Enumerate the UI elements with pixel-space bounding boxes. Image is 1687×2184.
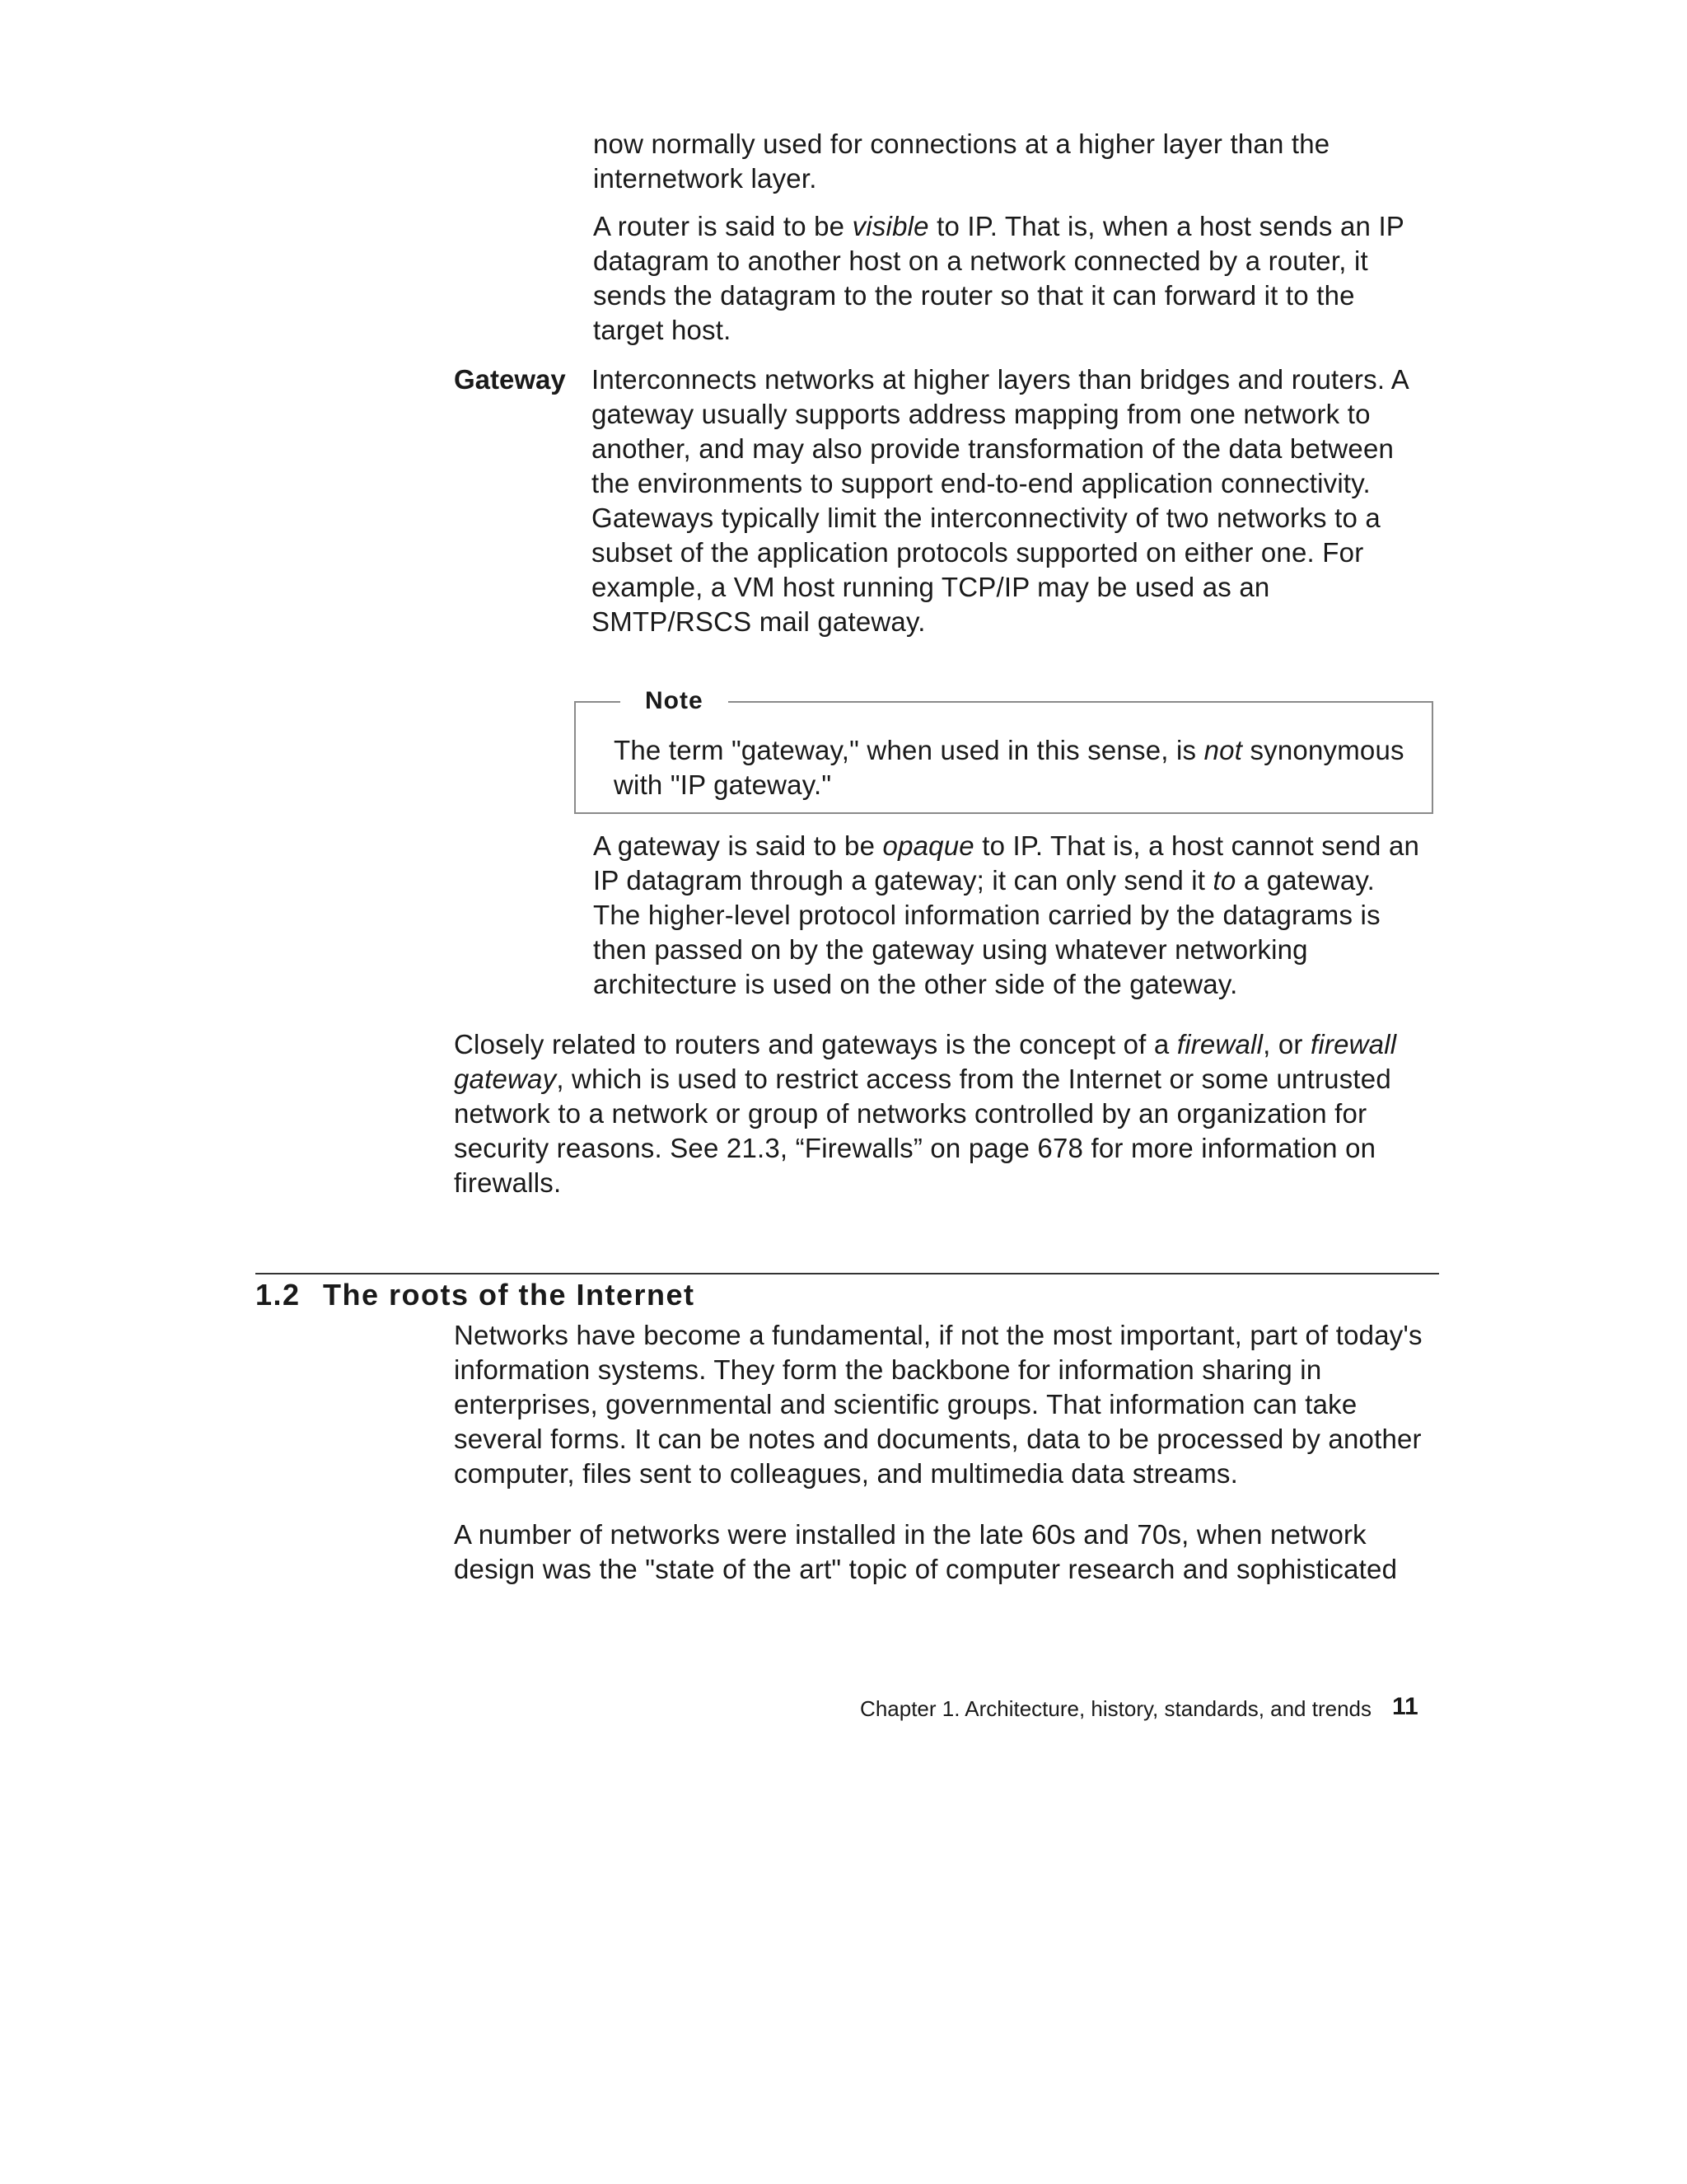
firewall-text-start: Closely related to routers and gateways is the concept of a	[454, 1029, 1177, 1059]
router-continuation-text: now normally used for connections at a higher layer than the internetwork layer.	[593, 129, 1330, 194]
note-text	[614, 733, 1413, 802]
note-emphasis: not	[1203, 735, 1243, 765]
section-paragraph-2: A number of networks were installed in the late 60s and 70s, when network design was the "state of the art" topic of computer research and sophisticated	[454, 1519, 1398, 1584]
note-text-start: The term "gateway," when used in this sense, is	[614, 735, 1204, 765]
firewall-text-middle: , or	[1263, 1029, 1311, 1059]
section-title: The roots of the Internet	[323, 1278, 695, 1312]
firewall-paragraph	[454, 1027, 1434, 1200]
section-divider	[255, 1273, 1439, 1274]
firewall-emphasis: firewall	[1176, 1029, 1264, 1059]
gateway-definition: Interconnects networks at higher layers than bridges and routers. A gateway usually supports address mapping from one network to another, and may also provide transformation of the data between the environments to support end-to-end application connectivity. Gateways typically limit the interconnectivity of two networks to a subset of the application protocols supported on either one. For example, a VM host running TCP/IP may be used as an SMTP/RSCS mail gateway.	[591, 364, 1409, 637]
gateway-term: Gateway	[454, 364, 566, 395]
footer-chapter-title: Chapter 1. Architecture, history, standards, and trends	[860, 1696, 1372, 1721]
section-paragraph-1: Networks have become a fundamental, if not the most important, part of today's information systems. They form the backbone for information sharing in enterprises, governmental and scientific groups. That information can take several forms. It can be notes and documents, data to be processed by another computer, files sent to colleagues, and multimedia data streams.	[454, 1320, 1423, 1489]
firewall-gateway-emphasis: firewall gateway	[454, 1029, 1397, 1094]
gateway-opaque-paragraph	[593, 829, 1425, 1002]
opaque-text-middle: to IP. That is, a host cannot send an IP datagram through a gateway; it can only send it	[593, 830, 1420, 896]
note-title: Note	[620, 685, 728, 717]
opaque-text-end: a gateway. The higher-level protocol information carried by the datagrams is then passed on by the gateway using whatever networking architecture is used on the other side of the gateway.	[593, 865, 1381, 999]
note-text-end: synonymous with "IP gateway."	[614, 735, 1404, 800]
router-continuation-paragraph	[593, 127, 1425, 196]
router-visible-emphasis: visible	[852, 211, 929, 241]
opaque-text-start: A gateway is said to be	[593, 830, 883, 861]
router-visible-text-end: to IP. That is, when a host sends an IP datagram to another host on a network connected by a router, it sends the datagram to the router so that it can forward it to the target host.	[593, 211, 1404, 345]
opaque-emphasis: opaque	[882, 830, 974, 861]
to-emphasis: to	[1213, 865, 1236, 896]
footer-page-number: 11	[1392, 1693, 1418, 1720]
router-visible-paragraph	[593, 209, 1425, 348]
firewall-text-end: , which is used to restrict access from the Internet or some untrusted network to a network or group of networks controlled by an organization for security reasons. See 21.3, “Firewalls” on page 678 for more information on firewalls.	[454, 1064, 1391, 1198]
section-number: 1.2	[255, 1278, 301, 1312]
section-heading	[255, 1277, 695, 1313]
router-visible-text-start: A router is said to be	[593, 211, 853, 241]
